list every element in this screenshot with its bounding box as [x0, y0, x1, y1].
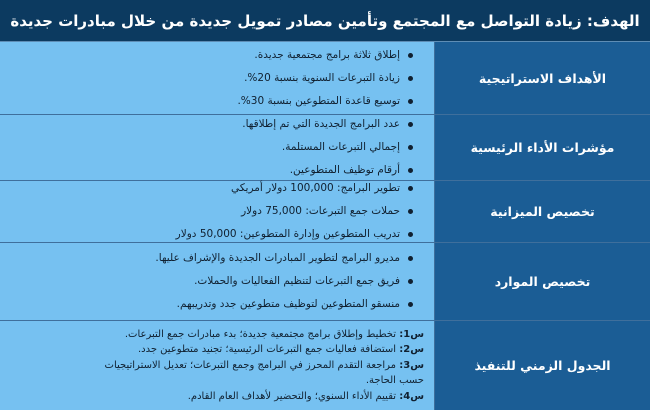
timeline-cell [0, 321, 434, 410]
timeline-entry [10, 327, 424, 342]
list-item: منسقو المتطوعين لتوظيف متطوعين جدد وتدريبهم. [10, 293, 414, 316]
bullet-list [10, 44, 414, 113]
page-title: الهدف: زيادة التواصل مع المجتمع وتأمين مصادر تمويل جديدة من خلال مبادرات جديدة [0, 0, 650, 42]
timeline-entry [10, 358, 424, 373]
timeline-entry [10, 389, 424, 404]
list-item: إطلاق ثلاثة برامج مجتمعية جديدة. [10, 44, 414, 67]
timeline-entry [10, 342, 424, 357]
quarter-label: س2: [399, 344, 424, 356]
category-label: تخصيص الموارد [434, 243, 650, 320]
category-label: تخصيص الميزانية [434, 181, 650, 242]
list-item: زيادة التبرعات السنوية بنسبة 20%. [10, 67, 414, 90]
timeline-text: حسب الحاجة. [365, 375, 424, 387]
category-label: الأهداف الاستراتيجية [434, 42, 650, 114]
content-cell [0, 181, 434, 242]
category-label: مؤشرات الأداء الرئيسية [434, 115, 650, 180]
category-label: الجدول الزمني للتنفيذ [434, 321, 650, 410]
content-cell [0, 42, 434, 114]
list-item: أرقام توظيف المتطوعين. [10, 159, 414, 182]
bullet-list [10, 113, 414, 182]
content-cell [0, 243, 434, 320]
list-item: تدريب المتطوعين وإدارة المتطوعين: 50,000 دولار [10, 223, 414, 246]
bullet-list [10, 247, 414, 316]
quarter-label: س3: [399, 359, 424, 371]
row-resources [0, 243, 650, 321]
list-item: إجمالي التبرعات المستلمة. [10, 136, 414, 159]
timeline-text: تقييم الأداء السنوي؛ والتحضير لأهداف العام القادم. [187, 390, 400, 402]
row-kpis [0, 115, 650, 181]
list-item: فريق جمع التبرعات لتنظيم الفعاليات والحملات. [10, 270, 414, 293]
content-cell [0, 115, 434, 180]
timeline-text: استضافة فعاليات جمع التبرعات الرئيسية؛ تجنيد متطوعين جدد. [137, 344, 400, 356]
quarter-label: س1: [399, 328, 424, 340]
timeline-text: مراجعة التقدم المحرز في البرامج وجمع التبرعات؛ تعديل الاستراتيجيات [104, 359, 400, 371]
row-strategic-goals [0, 42, 650, 115]
row-timeline [0, 321, 650, 410]
quarter-label: س4: [399, 390, 424, 402]
list-item: عدد البرامج الجديدة التي تم إطلاقها. [10, 113, 414, 136]
list-item: مديرو البرامج لتطوير المبادرات الجديدة والإشراف عليها. [10, 247, 414, 270]
list-item: توسيع قاعدة المتطوعين بنسبة 30%. [10, 90, 414, 113]
row-budget [0, 181, 650, 243]
bullet-list [10, 177, 414, 246]
list-item: تطوير البرامج: 100,000 دولار أمريكي [10, 177, 414, 200]
timeline-text: تخطيط وإطلاق برامج مجتمعية جديدة؛ بدء مبادرات جمع التبرعات. [124, 328, 400, 340]
list-item: حملات جمع التبرعات: 75,000 دولار [10, 200, 414, 223]
timeline-entry [10, 373, 424, 388]
